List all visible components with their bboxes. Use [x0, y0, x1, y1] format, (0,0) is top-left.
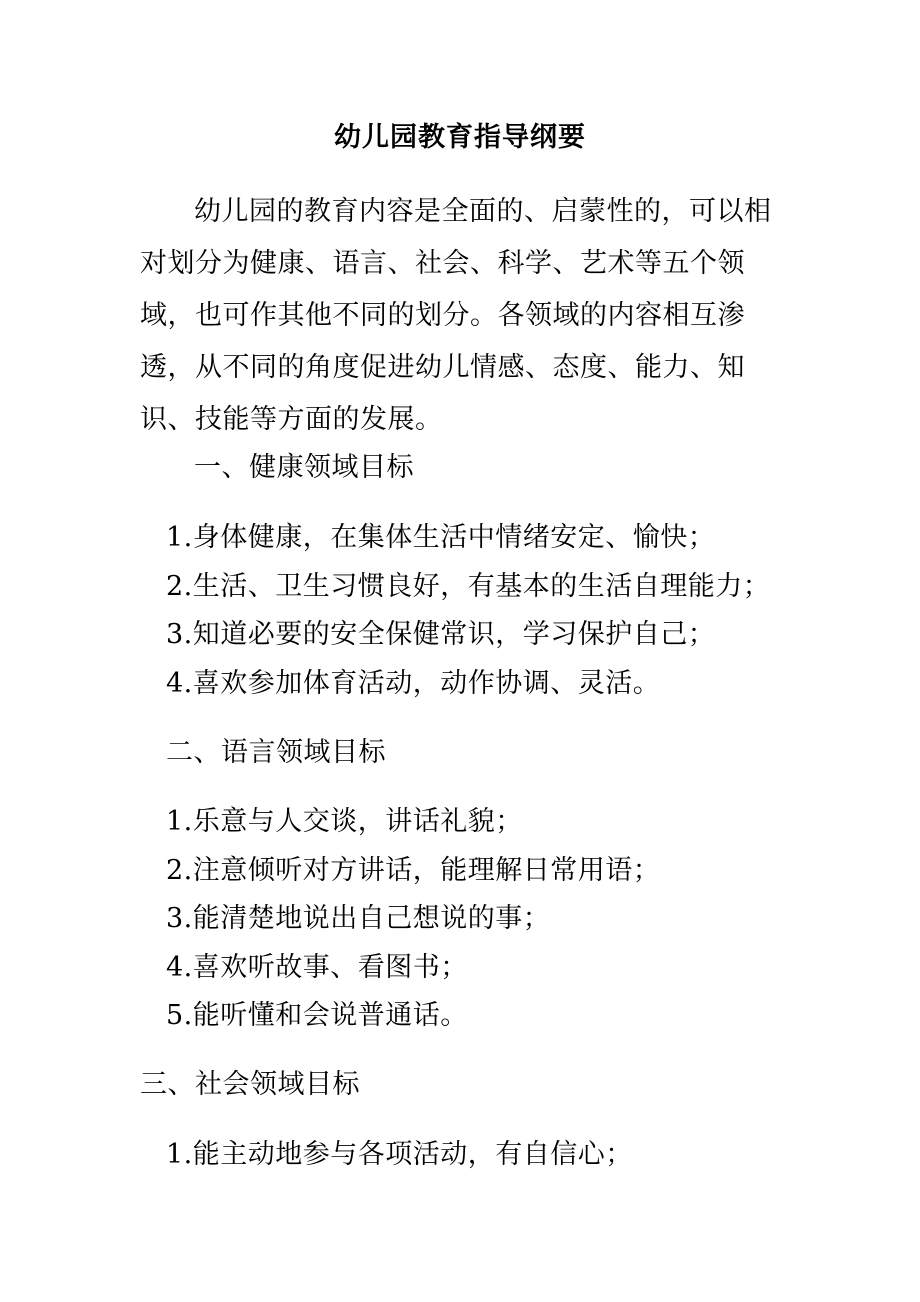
- list-item: 5.能听懂和会说普通话。: [166, 1000, 468, 1031]
- list-item: 3.知道必要的安全保健常识，学习保护自己；: [166, 619, 716, 650]
- list-item: 4.喜欢听故事、看图书；: [166, 952, 468, 983]
- list-item: 2.生活、卫生习惯良好，有基本的生活自理能力；: [166, 571, 771, 602]
- list-item: 1.乐意与人交谈，讲话礼貌；: [166, 806, 523, 837]
- section-heading-health: 一、健康领域目标: [194, 452, 414, 483]
- section-heading-language: 二、语言领域目标: [166, 737, 386, 768]
- list-item: 3.能清楚地说出自己想说的事；: [166, 903, 551, 934]
- section-heading-society: 三、社会领域目标: [140, 1069, 360, 1100]
- intro-paragraph: 幼儿园的教育内容是全面的、启蒙性的，可以相对划分为健康、语言、社会、科学、艺术等五个领域，也可作其他不同的划分。各领域的内容相互渗透，从不同的角度促进幼儿情感、态度、能力、知识、技能等方面的发展。: [140, 196, 772, 435]
- list-item: 1.能主动地参与各项活动，有自信心；: [166, 1139, 633, 1170]
- document-title: 幼儿园教育指导纲要: [334, 122, 586, 153]
- list-item: 4.喜欢参加体育活动，动作协调、灵活。: [166, 668, 661, 699]
- list-item: 2.注意倾听对方讲话，能理解日常用语；: [166, 855, 661, 886]
- list-item: 1.身体健康，在集体生活中情绪安定、愉快；: [166, 522, 716, 553]
